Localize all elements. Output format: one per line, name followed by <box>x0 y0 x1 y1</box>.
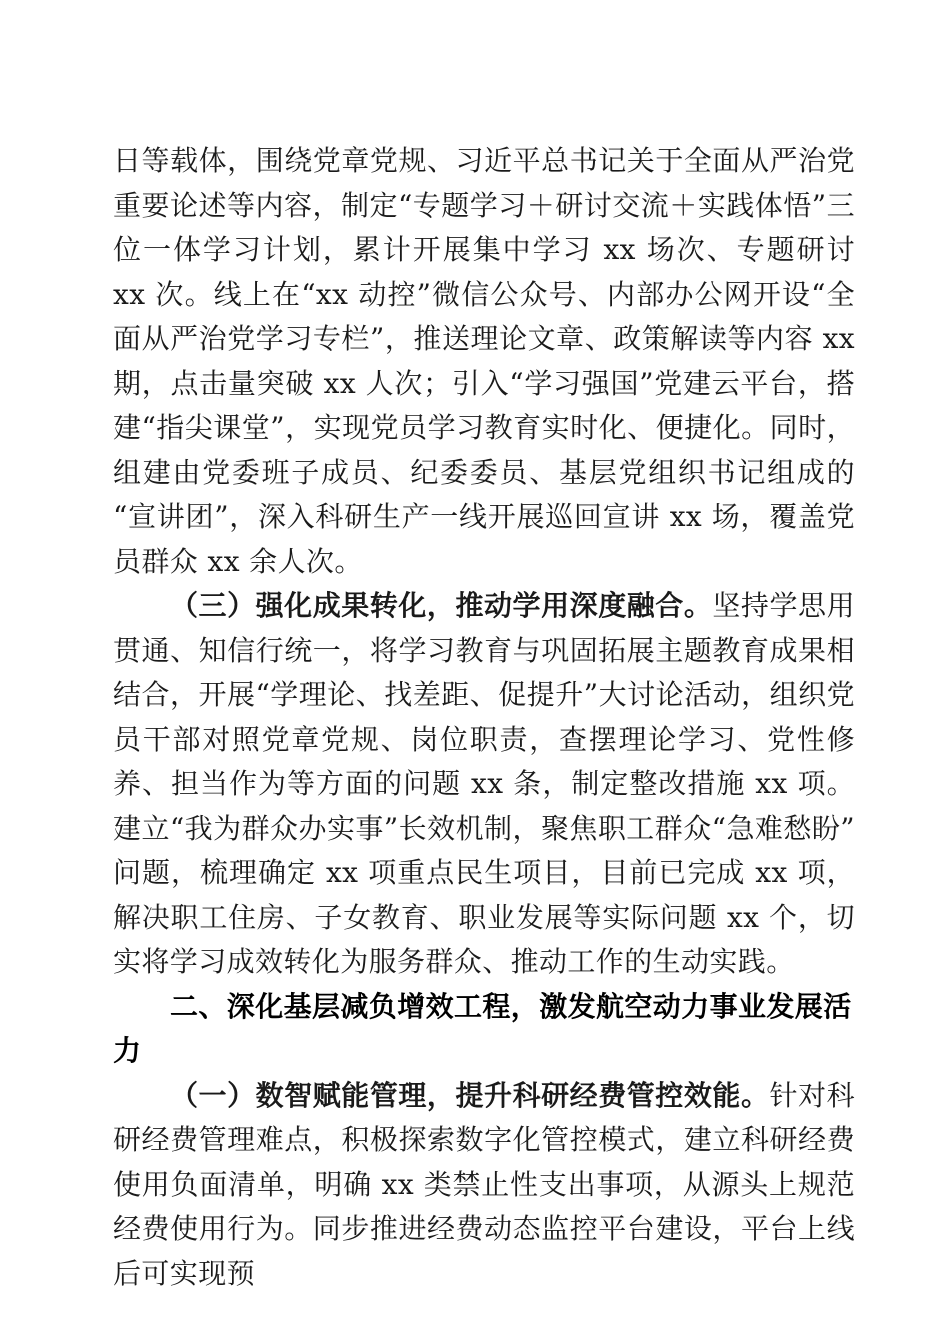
paragraph-text: 日等载体，围绕党章党规、习近平总书记关于全面从严治党重要论述等内容，制定“专题学习＋研讨交流＋实践体悟”三位一体学习计划，累计开展集中学习 xx 场次、专题研讨 xx 次。线上在“xx 动控”微信公众号、内部办公网开设“全面从严治党学习专栏”，推送理论文章、政策解读等内容 xx 期，点击量突破 xx 人次；引入“学习强国”党建云平台，搭建“指尖课堂”，实现党员学习教育实时化、便捷化。同时，组建由党委班子成员、纪委委员、基层党组织书记组成的“宣讲团”，深入科研生产一线开展巡回宣讲 xx 场，覆盖党员群众 xx 余人次。 <box>113 144 855 578</box>
document-body <box>113 139 855 1296</box>
section-heading-text: 二、深化基层减负增效工程，激发航空动力事业发展活力 <box>113 989 852 1067</box>
paragraph-text: 坚持学思用贯通、知信行统一，将学习教育与巩固拓展主题教育成果相结合，开展“学理论、找差距、促提升”大讨论活动，组织党员干部对照党章党规、岗位职责，查摆理论学习、党性修养、担当作为等方面的问题 xx 条，制定整改措施 xx 项。建立“我为群众办实事”长效机制，聚焦职工群众“急难愁盼”问题，梳理确定 xx 项重点民生项目，目前已完成 xx 项，解决职工住房、子女教育、职业发展等实际问题 xx 个，切实将学习成效转化为服务群众、推动工作的生动实践。 <box>113 589 855 978</box>
paragraph-continuation <box>113 139 855 584</box>
paragraph-section-3 <box>113 584 855 985</box>
paragraph-section-1 <box>113 1074 855 1297</box>
paragraph-text: 针对科研经费管理难点，积极探索数字化管控模式，建立科研经费使用负面清单，明确 xx 类禁止性支出事项，从源头上规范经费使用行为。同步推进经费动态监控平台建设，平台上线后可实现预 <box>113 1078 855 1290</box>
paragraph-lead: （一）数智赋能管理，提升科研经费管控效能。 <box>170 1078 770 1112</box>
paragraph-lead: （三）强化成果转化，推动学用深度融合。 <box>170 589 713 622</box>
section-heading-2 <box>113 985 855 1074</box>
